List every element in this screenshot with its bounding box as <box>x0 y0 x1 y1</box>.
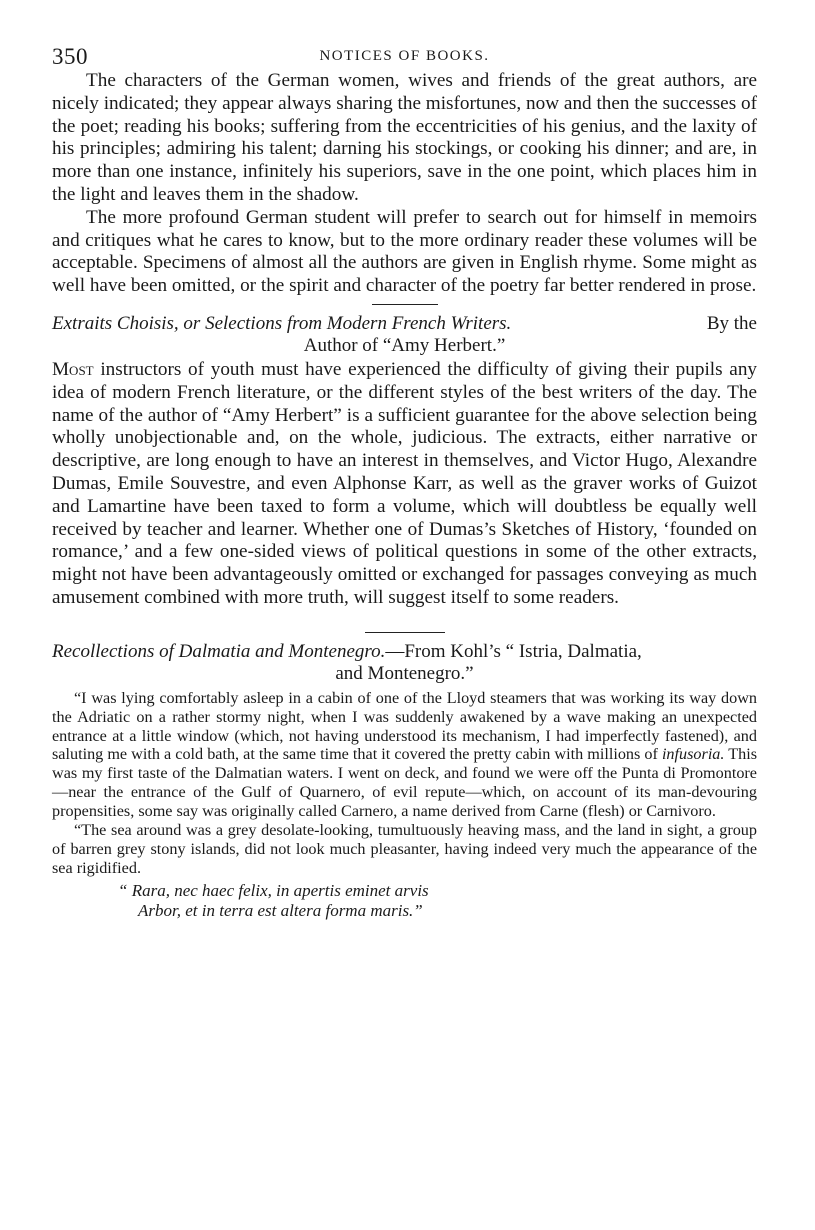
verse-line: “ Rara, nec haec felix, in apertis eminet arvis <box>118 880 429 900</box>
source-note: —From Kohl’s “ Istria, Dalmatia, <box>385 640 642 662</box>
author-line: Author of “Amy Herbert.” <box>303 334 506 356</box>
quoted-paragraph: “I was lying comfortably asleep in a cabin of one of the Lloyd steamers that was working its way down the Adriatic on a rather stormy night, when I was suddenly awakened by a wave making an unexpected entrance at a little window (which, not having understood its mechanism, I had imperfectly fastened), and saluting me with a cold bath, at the same time that it covered the pretty cabin with millions of infusoria. This was my first taste of the Dalmatian waters. I went on deck, and found we were off the Punta di Promontore—near the entrance of the Gulf of Quarnero, of evil repute—which, on account of its man-devouring propensities, some say was originally called Carnero, a name derived from Carne (flesh) or Carnivoro. <box>52 688 758 821</box>
book-title: Recollections of Dalmatia and Montenegro. <box>52 640 386 662</box>
source-note-line2: and Montenegro.” <box>335 662 474 684</box>
byline: By the <box>706 312 757 334</box>
paragraph: The more profound German student will prefer to search out for himself in memoirs and critiques what he cares to know, but to the more ordinary reader these volumes will be acceptable. Specimens of almost all the authors are given in English rhyme. Some might as well have been omitted, or the spirit and character of the poetry far better rendered in prose. <box>52 206 757 297</box>
latin-verse <box>52 881 757 921</box>
section-divider <box>365 632 445 633</box>
verse-line: Arbor, et in terra est altera forma maris.” <box>138 900 423 920</box>
italic-term: infusoria. <box>661 745 725 764</box>
running-title: NOTICES OF BOOKS. <box>319 48 490 64</box>
review-heading <box>52 641 757 685</box>
paragraph: The characters of the German women, wives and friends of the great authors, are nicely indicated; they appear always sharing the misfortunes, now and then the successes of the poet; reading his books; suffering from the eccentricities of his genius, and the laxity of his principles; admiring his talent; darning his stockings, or cooking his dinner; and are, in more than one instance, infinitely his superiors, save in the one point, which places him in the light and leaves them in the shadow. <box>52 70 757 205</box>
lead-word: Most <box>52 358 94 380</box>
quoted-paragraph: “The sea around was a grey desolate-looking, tumultuously heaving mass, and the land in sight, a group of barren grey stony islands, did not look much pleasanter, having indeed very much the appearance of the sea rigidified. <box>52 821 757 877</box>
paragraph <box>52 359 757 610</box>
book-title: Extraits Choisis, or Selections from Modern French Writers. <box>52 312 512 334</box>
review-extraits-choisis <box>52 313 757 610</box>
section-divider <box>372 304 438 305</box>
paragraph-body: instructors of youth must have experienced the difficulty of giving their pupils any idea of modern French literature, or the different styles of the best writers of the day. The name of the author of “Amy Herbert” is a sufficient guarantee for the above selection being wholly unobjectionable and, on the whole, judicious. The extracts, either narrative or descriptive, are long enough to have an interest in themselves, and Victor Hugo, Alexandre Dumas, Emile Souvestre, and even Alphonse Karr, as well as the graver works of Guizot and Lamartine have been taxed to form a volume, which will doubtless be equally well received by teacher and learner. Whether one of Dumas’s Sketches of History, ‘founded on romance,’ and a few one-sided views of political questions in some of the other extracts, might not have been advantageously omitted or exchanged for passages conveying as much amusement combined with more truth, will suggest itself to some readers. <box>52 358 758 608</box>
review-heading <box>52 313 757 357</box>
page-number: 350 <box>52 44 88 69</box>
review-german-women <box>52 70 757 298</box>
page-header <box>52 30 757 70</box>
review-dalmatia <box>52 641 757 921</box>
